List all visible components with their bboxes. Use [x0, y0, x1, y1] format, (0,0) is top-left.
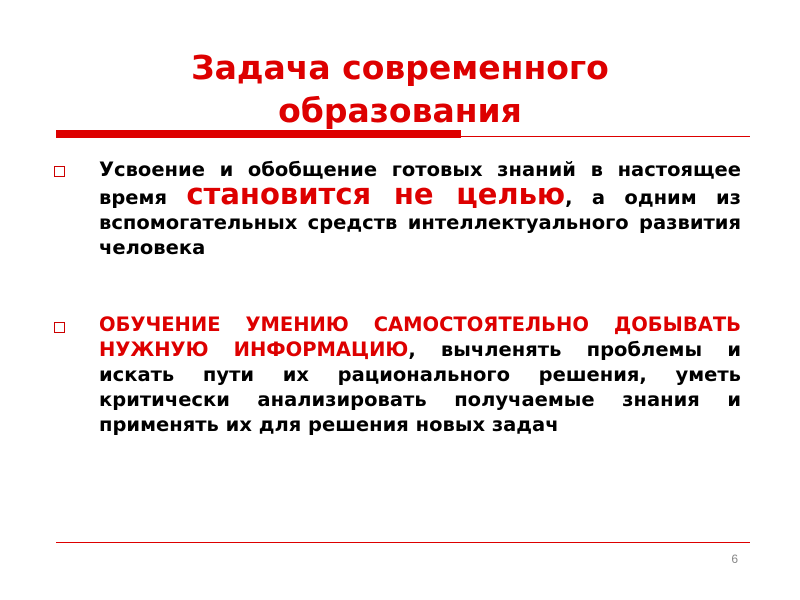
slide-title: Задача современного образования: [191, 48, 609, 130]
title-underline-thin: [56, 136, 750, 137]
bullet-1-text: Усвоение и обобщение готовых знаний в настоящее время: [99, 158, 741, 209]
square-bullet-icon: [54, 322, 65, 333]
page-number: 6: [731, 552, 738, 566]
bullet-item-1: [99, 157, 741, 260]
bullet-2-text: , вычленять проблемы и искать пути их рационального решения, уметь критически анализировать получаемые знания и применять их для решения новых задач: [99, 338, 741, 436]
bullet-1-text-end: , а одним из вспомогательных средств интеллектуального развития человека: [99, 186, 741, 259]
bullet-1-highlight: становится не целью: [186, 177, 566, 211]
bullet-2-highlight: ОБУЧЕНИЕ УМЕНИЮ САМОСТОЯТЕЛЬНО ДОБЫВАТЬ НУЖНУЮ ИНФОРМАЦИЮ: [99, 313, 741, 361]
footer-rule: [56, 542, 750, 543]
bullet-item-2: [99, 312, 741, 437]
square-bullet-icon: [54, 166, 65, 177]
